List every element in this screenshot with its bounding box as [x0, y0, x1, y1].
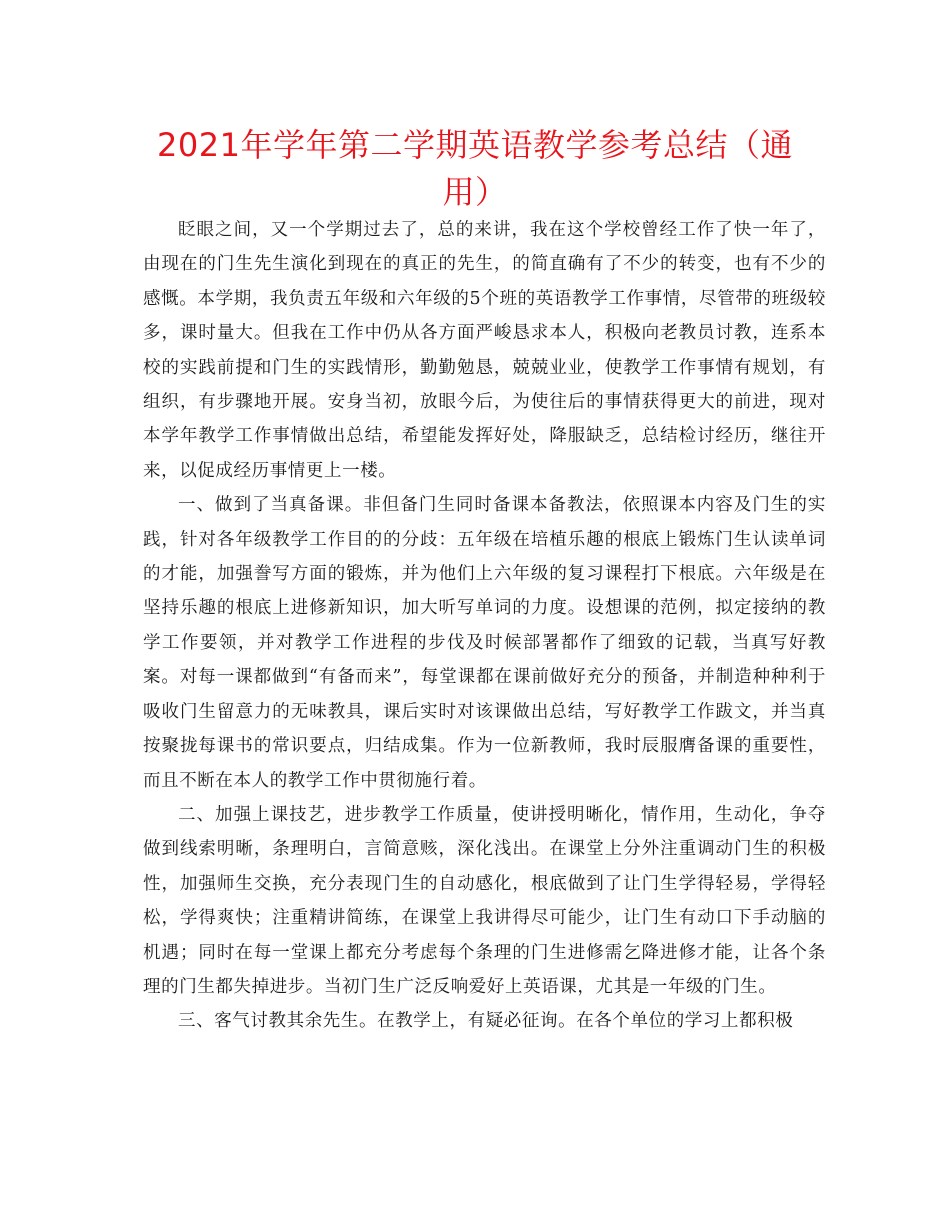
- paragraph-section-1: 一、做到了当真备课。非但备门生同时备课本备教法，依照课本内容及门生的实践，针对各年级教学工作目的的分歧：五年级在培植乐趣的根底上锻炼门生认读单词的才能，加强誊写方面的锻炼，并为他们上六年级的复习课程打下根底。六年级是在坚持乐趣的根底上进修新知识，加大听写单词的力度。设想课的范例，拟定接纳的教学工作要领，并对教学工作进程的步伐及时候部署都作了细致的记载，当真写好教案。对每一课都做到“有备而来”，每堂课都在课前做好充分的预备，并制造种种利于吸收门生留意力的无味教具，课后实时对该课做出总结，写好教学工作跋文，并当真按聚拢每课书的常识要点，归结成集。作为一位新教师，我时辰服膺备课的重要性，而且不断在本人的教学工作中贯彻施行着。: [143, 495, 826, 791]
- document-body: [143, 213, 826, 1039]
- paragraph-section-2: 二、加强上课技艺，进步教学工作质量，使讲授明晰化，情作用，生动化，争夺做到线索明晰，条理明白，言简意赅，深化浅出。在课堂上分外注重调动门生的积极性，加强师生交换，充分表现门生的自动感化，根底做到了让门生学得轻易，学得轻松，学得爽快；注重精讲简练，在课堂上我讲得尽可能少，让门生有动口下手动脑的机遇；同时在每一堂课上都充分考虑每个条理的门生进修需乞降进修才能，让各个条理的门生都失掉进步。当初门生广泛反响爱好上英语课，尤其是一年级的门生。: [143, 804, 826, 997]
- document-title: 2021年学年第二学期英语教学参考总结（通用）: [157, 126, 793, 211]
- paragraph-intro: 眨眼之间，又一个学期过去了，总的来讲，我在这个学校曾经工作了快一年了，由现在的门生先生演化到现在的真正的先生，的简直确有了不少的转变，也有不少的感慨。本学期，我负责五年级和六年级的5个班的英语教学工作事情，尽管带的班级较多，课时量大。但我在工作中仍从各方面严峻恳求本人，积极向老教员讨教，连系本校的实践前提和门生的实践情形，勤勤勉恳，兢兢业业，使教学工作事情有规划，有组织，有步骤地开展。安身当初，放眼今后，为使往后的事情获得更大的前进，现对本学年教学工作事情做出总结，希望能发挥好处，降服缺乏，总结检讨经历，继往开来，以促成经历事情更上一楼。: [143, 220, 826, 481]
- paragraph-section-3: 三、客气讨教其余先生。在教学上，有疑必征询。在各个单位的学习上都积极: [178, 1011, 794, 1032]
